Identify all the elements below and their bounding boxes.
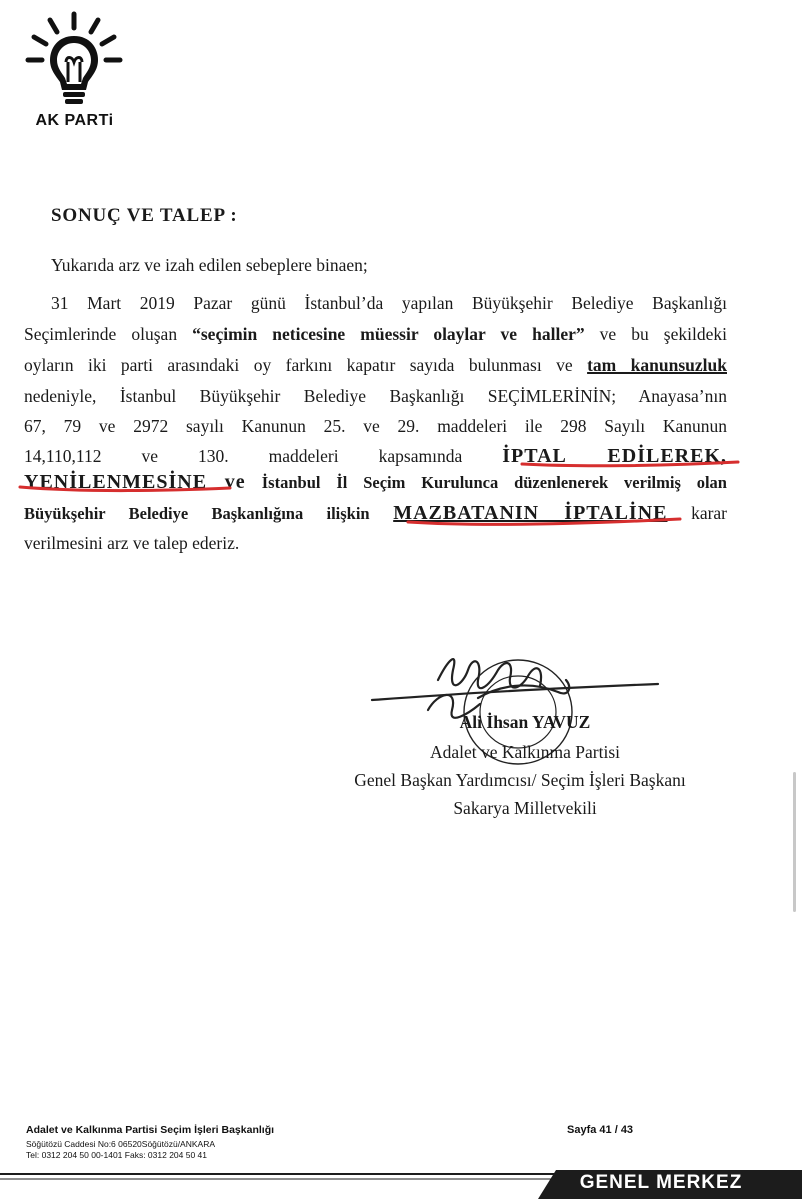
footer-address: Söğütözü Caddesi No:6 06520Söğütözü/ANKARA <box>26 1139 216 1149</box>
red-underline-iptal <box>522 462 738 466</box>
body-bold-text: Büyükşehir Belediye Başkanlığına ilişkin <box>24 504 370 523</box>
body-text: karar <box>691 503 728 523</box>
red-underline-yenilenmesine <box>20 487 230 491</box>
body-text: maddeleri <box>268 446 339 466</box>
body-line-5: 67, 79 ve 2972 sayılı Kanunun 25. ve 29. maddeleri ile 298 Sayılı Kanunun <box>24 416 727 436</box>
signatory-name: Ali İhsan YAVUZ <box>459 712 591 732</box>
body-bold-text: İstanbul İl Seçim Kurulunca düzenlenerek verilmiş olan <box>261 473 727 492</box>
footer-phone: Tel: 0312 204 50 00-1401 Faks: 0312 204 50 41 <box>26 1150 208 1160</box>
footer-organization: Adalet ve Kalkınma Partisi Seçim İşleri Başkanlığı <box>26 1124 275 1136</box>
page-number: Sayfa 41 / 43 <box>567 1124 634 1136</box>
quoted-emphasis: “seçimin neticesine müessir olaylar ve haller” <box>192 324 585 344</box>
certificate-cancel-emphasis: MAZBATANIN İPTALİNE <box>393 502 668 524</box>
signatory-province: Sakarya Milletvekili <box>453 798 597 818</box>
body-line-4: nedeniyle, İstanbul Büyükşehir Belediye Başkanlığı SEÇİMLERİNİN; Anayasa’nın <box>24 386 727 406</box>
signatory-role: Genel Başkan Yardımcısı/ Seçim İşleri Başkanı <box>354 770 686 790</box>
body-text: Seçimlerinde oluşan <box>24 324 193 344</box>
logo-text: AK PARTi <box>35 112 114 129</box>
section-title: SONUÇ VE TALEP : <box>51 205 238 226</box>
red-underline-marks <box>0 0 802 560</box>
body-text: 14,110,112 <box>24 446 102 466</box>
body-line-9: verilmesini arz ve talep ederiz. <box>24 533 240 553</box>
signatory-party: Adalet ve Kalkınma Partisi <box>429 742 621 762</box>
underlined-emphasis: tam kanunsuzluk <box>587 355 727 375</box>
body-text: kapsamında <box>378 446 463 466</box>
scrollbar[interactable] <box>793 772 796 912</box>
red-underline-mazbata <box>408 519 680 524</box>
body-text: oyların iki parti arasındaki oy farkını kapatır sayıda bulunması ve <box>24 355 588 375</box>
body-text: ve <box>141 446 158 466</box>
body-text: ve bu şekildeki <box>584 324 727 344</box>
intro-paragraph: Yukarıda arz ve izah edilen sebeplere binaen; <box>51 255 368 275</box>
renewal-emphasis: YENİLENMESİNE ve <box>24 471 246 493</box>
body-text: 130. <box>198 446 229 466</box>
cancel-emphasis: İPTAL EDİLEREK, <box>502 445 728 467</box>
footer-band-label: GENEL MERKEZ <box>579 1172 743 1193</box>
body-line-1: 31 Mart 2019 Pazar günü İstanbul’da yapılan Büyükşehir Belediye Başkanlığı <box>51 293 727 313</box>
